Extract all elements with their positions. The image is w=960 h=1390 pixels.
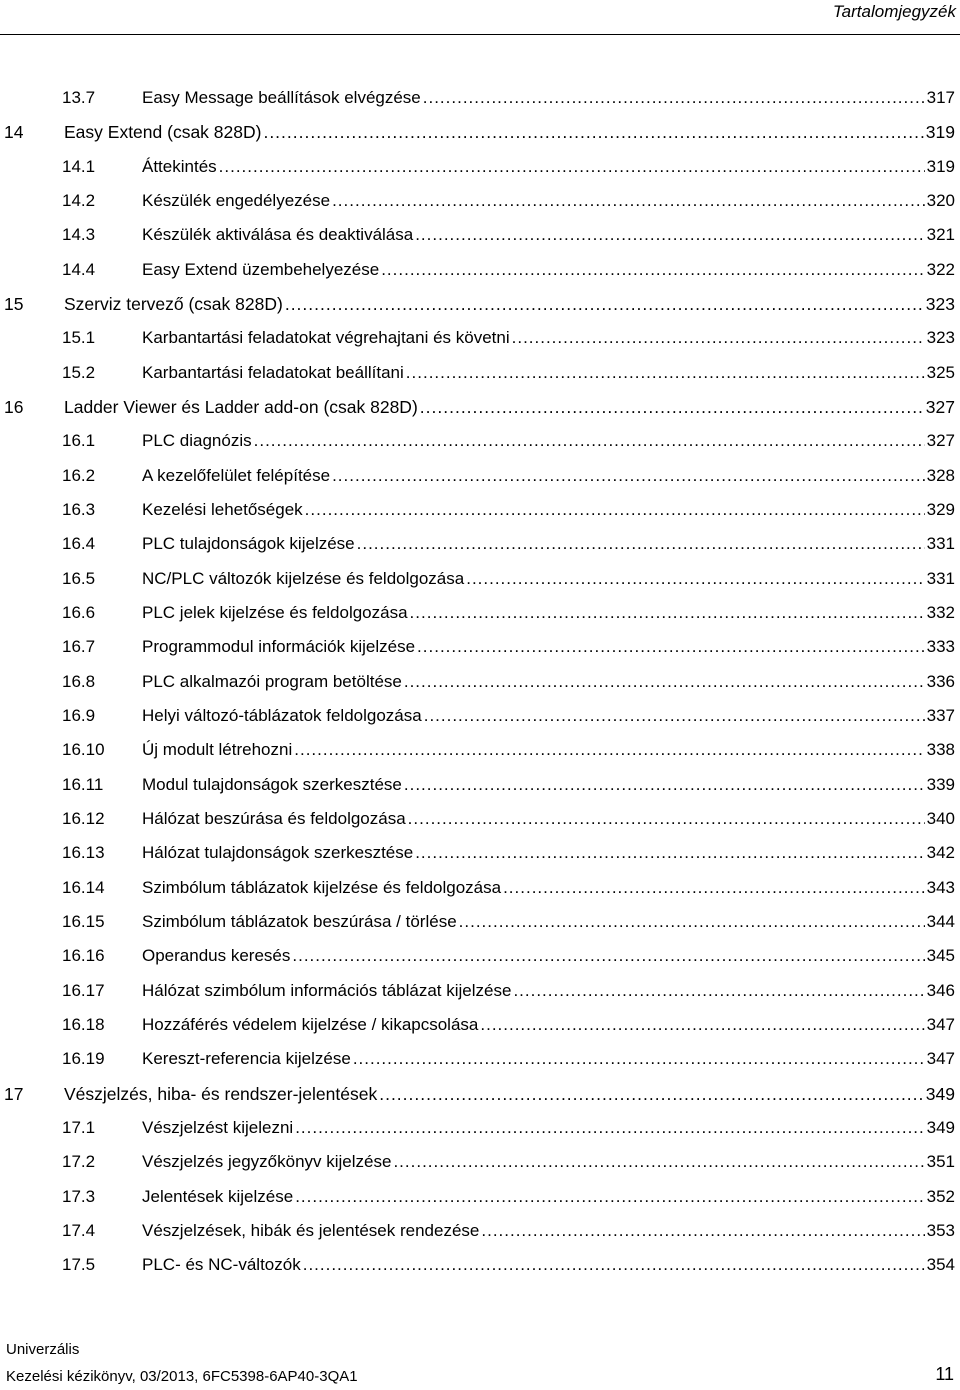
toc-entry-page: 353 (926, 1221, 955, 1240)
toc-entry[interactable] (0, 186, 955, 212)
toc-entry[interactable] (0, 83, 955, 109)
toc-entry-title: Operandus keresés (142, 946, 291, 965)
toc-entry-page: 327 (925, 397, 955, 417)
toc-entry[interactable] (0, 1044, 955, 1070)
toc-dot-leader (263, 121, 923, 143)
header-rule (0, 34, 960, 35)
toc-entry-title: Szerviz tervező (csak 828D) (64, 294, 283, 314)
toc-entry[interactable] (0, 770, 955, 796)
toc-entry-title: Hálózat szimbólum információs táblázat kijelzése (142, 981, 512, 1000)
toc-dot-leader (410, 602, 925, 624)
toc-entry-page: 339 (926, 775, 955, 794)
toc-entry-title: Vészjelzés jegyzőkönyv kijelzése (142, 1152, 392, 1171)
toc-entry[interactable] (0, 289, 955, 315)
toc-entry-number: 16.1 (62, 431, 96, 450)
toc-entry-number: 16.15 (62, 912, 105, 931)
toc-entry-page: 345 (926, 946, 955, 965)
toc-entry[interactable] (0, 735, 955, 761)
toc-entry-page: 323 (925, 294, 955, 314)
toc-dot-leader (415, 842, 924, 864)
toc-entry[interactable] (0, 1216, 955, 1242)
toc-dot-leader (381, 259, 924, 281)
toc-entry-title: Vészjelzések, hibák és jelentések rendezése (142, 1221, 480, 1240)
toc-entry-number: 16.10 (62, 740, 105, 759)
toc-entry[interactable] (0, 976, 955, 1002)
toc-entry-number: 16.18 (62, 1015, 105, 1034)
toc-entry-number: 16.16 (62, 946, 105, 965)
toc-entry-page: 319 (925, 122, 955, 142)
toc-dot-leader (303, 1254, 925, 1276)
toc-entry-page: 317 (926, 88, 955, 107)
toc-dot-leader (295, 1186, 924, 1208)
toc-dot-leader (512, 327, 925, 349)
toc-entry-title: PLC tulajdonságok kijelzése (142, 534, 355, 553)
running-header-title: Tartalomjegyzék (832, 2, 956, 21)
toc-entry-number: 16.9 (62, 706, 96, 725)
toc-entry-page: 336 (926, 672, 955, 691)
toc-entry-number: 16.7 (62, 637, 96, 656)
toc-entry-page: 338 (926, 740, 955, 759)
toc-entry-number: 17.2 (62, 1152, 96, 1171)
toc-entry-number: 16.13 (62, 843, 105, 862)
toc-dot-leader (357, 533, 925, 555)
toc-entry-title: Készülék aktiválása és deaktiválása (142, 225, 414, 244)
toc-entry[interactable] (0, 1147, 955, 1173)
toc-entry[interactable] (0, 1113, 955, 1139)
toc-entry-number: 13.7 (62, 88, 96, 107)
toc-entry[interactable] (0, 701, 955, 727)
toc-entry-title: Kezelési lehetőségek (142, 500, 303, 519)
toc-entry-number: 16.8 (62, 672, 96, 691)
toc-entry-title: Szimbólum táblázatok beszúrása / törlése (142, 912, 457, 931)
toc-entry-title: Ladder Viewer és Ladder add-on (csak 828D) (64, 397, 418, 417)
toc-entry-title: Vészjelzés, hiba- és rendszer-jelentések (64, 1084, 378, 1104)
toc-entry-page: 342 (926, 843, 955, 862)
toc-entry-page: 333 (926, 637, 955, 656)
toc-entry-page: 349 (925, 1084, 955, 1104)
toc-entry-title: Karbantartási feladatokat beállítani (142, 363, 404, 382)
toc-entry-title: PLC diagnózis (142, 431, 252, 450)
toc-entry[interactable] (0, 873, 955, 899)
toc-entry-page: 323 (926, 328, 955, 347)
toc-entry-page: 344 (926, 912, 955, 931)
toc-dot-leader (332, 465, 925, 487)
toc-dot-leader (404, 671, 925, 693)
toc-entry-page: 325 (926, 363, 955, 382)
toc-dot-leader (305, 499, 925, 521)
toc-entry-title: Easy Extend (csak 828D) (64, 122, 262, 142)
toc-entry-title: Áttekintés (142, 157, 217, 176)
toc-entry-title: Programmodul információk kijelzése (142, 637, 416, 656)
toc-dot-leader (408, 808, 925, 830)
toc-entry-title: PLC- és NC-változók (142, 1255, 301, 1274)
toc-entry-page: 321 (926, 225, 955, 244)
toc-entry-title: Hálózat beszúrása és feldolgozása (142, 809, 406, 828)
toc-dot-leader (480, 1014, 924, 1036)
toc-entry-number: 16.17 (62, 981, 105, 1000)
toc-entry[interactable] (0, 1182, 955, 1208)
toc-entry-page: 347 (926, 1015, 955, 1034)
toc-entry-number: 14.4 (62, 260, 96, 279)
toc-entry-page: 331 (926, 569, 955, 588)
toc-entry-number: 15.2 (62, 363, 96, 382)
toc-entry[interactable] (0, 152, 955, 178)
toc-entry-number: 14.2 (62, 191, 96, 210)
toc-entry-number: 17.1 (62, 1118, 96, 1137)
toc-dot-leader (295, 1117, 924, 1139)
toc-dot-leader (417, 636, 925, 658)
toc-entry-title: Easy Extend üzembehelyezése (142, 260, 380, 279)
toc-entry-page: 320 (926, 191, 955, 210)
footer-manual-info: Kezelési kézikönyv, 03/2013, 6FC5398-6AP40-3QA1 (6, 1368, 358, 1385)
toc-dot-leader (254, 430, 925, 452)
toc-entry[interactable] (0, 392, 955, 418)
toc-entry-title: PLC jelek kijelzése és feldolgozása (142, 603, 408, 622)
toc-entry[interactable] (0, 941, 955, 967)
toc-entry-number: 14.1 (62, 157, 96, 176)
toc-dot-leader (423, 87, 925, 109)
toc-dot-leader (466, 568, 924, 590)
toc-entry-page: 352 (926, 1187, 955, 1206)
toc-entry-title: Kereszt-referencia kijelzése (142, 1049, 351, 1068)
toc-entry[interactable] (0, 495, 955, 521)
toc-entry-page: 327 (926, 431, 955, 450)
toc-entry-number: 16.2 (62, 466, 96, 485)
toc-dot-leader (404, 774, 925, 796)
toc-entry[interactable] (0, 117, 955, 143)
toc-entry-number: 16 (4, 397, 24, 417)
toc-entry-number: 14 (4, 122, 24, 142)
toc-entry-number: 15.1 (62, 328, 96, 347)
toc-dot-leader (406, 362, 925, 384)
toc-entry-number: 17.5 (62, 1255, 96, 1274)
toc-entry-title: Vészjelzést kijelezni (142, 1118, 294, 1137)
toc-entry[interactable] (0, 804, 955, 830)
toc-entry-title: Easy Message beállítások elvégzése (142, 88, 421, 107)
toc-entry-number: 16.6 (62, 603, 96, 622)
toc-entry-title: PLC alkalmazói program betöltése (142, 672, 402, 691)
toc-entry-title: Karbantartási feladatokat végrehajtani és követni (142, 328, 510, 347)
toc-entry[interactable] (0, 632, 955, 658)
footer-product: Univerzális (6, 1341, 80, 1358)
toc-entry[interactable] (0, 1250, 955, 1276)
toc-entry-page: 347 (926, 1049, 955, 1068)
toc-entry[interactable] (0, 1010, 955, 1036)
toc-entry[interactable] (0, 564, 955, 590)
toc-dot-leader (420, 396, 924, 418)
toc-dot-leader (292, 945, 924, 967)
toc-entry-title: Készülék engedélyezése (142, 191, 331, 210)
toc-entry-page: 332 (926, 603, 955, 622)
toc-dot-leader (459, 911, 925, 933)
toc-dot-leader (513, 980, 924, 1002)
toc-entry-number: 15 (4, 294, 24, 314)
toc-entry[interactable] (0, 220, 955, 246)
toc-entry-page: 329 (926, 500, 955, 519)
toc-dot-leader (353, 1048, 925, 1070)
toc-dot-leader (332, 190, 925, 212)
toc-entry[interactable] (0, 426, 955, 452)
toc-entry[interactable] (0, 358, 955, 384)
toc-entry-page: 319 (926, 157, 955, 176)
toc-entry-page: 337 (926, 706, 955, 725)
toc-entry-title: Modul tulajdonságok szerkesztése (142, 775, 402, 794)
toc-dot-leader (379, 1083, 924, 1105)
toc-entry-page: 322 (926, 260, 955, 279)
toc-entry-number: 17.4 (62, 1221, 96, 1240)
toc-entry-number: 16.11 (62, 775, 104, 794)
toc-entry-page: 351 (926, 1152, 955, 1171)
toc-dot-leader (294, 739, 924, 761)
toc-entry[interactable] (0, 907, 955, 933)
toc-entry-title: Hozzáférés védelem kijelzése / kikapcsolása (142, 1015, 479, 1034)
toc-entry[interactable] (0, 255, 955, 281)
toc-entry-page: 328 (926, 466, 955, 485)
toc-entry-page: 354 (926, 1255, 955, 1274)
toc-entry-page: 343 (926, 878, 955, 897)
toc-entry-title: Jelentések kijelzése (142, 1187, 294, 1206)
toc-entry-title: Szimbólum táblázatok kijelzése és feldolgozása (142, 878, 502, 897)
toc-dot-leader (481, 1220, 924, 1242)
toc-entry-title: A kezelőfelület felépítése (142, 466, 331, 485)
toc-dot-leader (415, 224, 924, 246)
toc-entry-number: 16.4 (62, 534, 96, 553)
toc-entry[interactable] (0, 323, 955, 349)
toc-entry-number: 16.3 (62, 500, 96, 519)
toc-entry[interactable] (0, 529, 955, 555)
toc-dot-leader (503, 877, 925, 899)
toc-entry[interactable] (0, 1079, 955, 1105)
toc-entry-number: 14.3 (62, 225, 96, 244)
toc-entry[interactable] (0, 667, 955, 693)
toc-entry-number: 16.5 (62, 569, 96, 588)
toc-dot-leader (219, 156, 925, 178)
toc-entry-title: Helyi változó-táblázatok feldolgozása (142, 706, 422, 725)
toc-entry[interactable] (0, 461, 955, 487)
toc-entry-number: 17.3 (62, 1187, 96, 1206)
toc-entry-page: 331 (926, 534, 955, 553)
toc-entry-page: 346 (926, 981, 955, 1000)
toc-dot-leader (393, 1151, 924, 1173)
toc-entry-number: 16.14 (62, 878, 105, 897)
toc-entry-title: Új modult létrehozni (142, 740, 293, 759)
toc-entry-page: 340 (926, 809, 955, 828)
footer-page-number: 11 (935, 1364, 954, 1384)
toc-dot-leader (424, 705, 925, 727)
toc-dot-leader (285, 293, 924, 315)
toc-entry-page: 349 (926, 1118, 955, 1137)
toc-entry[interactable] (0, 838, 955, 864)
toc-entry-title: NC/PLC változók kijelzése és feldolgozása (142, 569, 465, 588)
toc-entry-number: 16.19 (62, 1049, 105, 1068)
toc-entry[interactable] (0, 598, 955, 624)
toc-entry-number: 17 (4, 1084, 24, 1104)
toc-entry-title: Hálózat tulajdonságok szerkesztése (142, 843, 414, 862)
toc-entry-number: 16.12 (62, 809, 105, 828)
